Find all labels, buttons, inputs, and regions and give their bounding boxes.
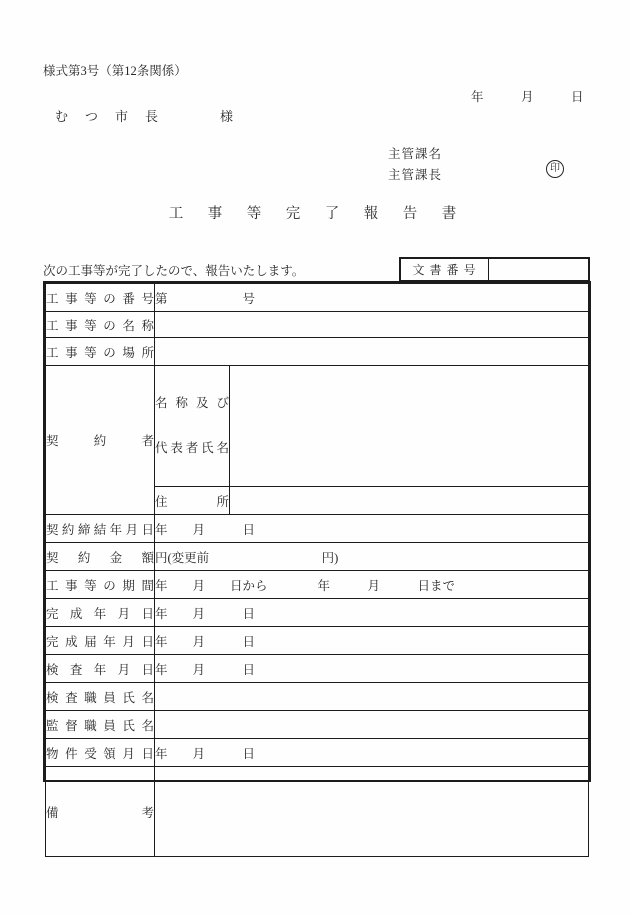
table-row — [46, 767, 589, 857]
table-row — [46, 338, 589, 366]
row-label-kansei: 完 成 年 月 日 — [46, 599, 155, 627]
cell-value-koji-kikan: 年 月 日から 年 月 日まで — [155, 571, 589, 599]
table-row — [46, 683, 589, 711]
cell-value-meisho-daihyosha — [230, 366, 589, 487]
cell-value-keiyaku-teiketsu: 年 月 日 — [155, 515, 589, 543]
doc-number-label: 文 書 番 号 — [401, 259, 489, 280]
row-label-biko: 備 考 — [46, 767, 155, 857]
intro-text: 次の工事等が完了したので、報告いたします。 — [43, 264, 305, 278]
doc-number-value — [489, 259, 588, 280]
row-label-keiyaku-kingaku: 契 約 金 額 — [46, 543, 155, 571]
row-label-koji-basho: 工 事 等 の 場 所 — [46, 338, 155, 366]
row-label-keiyakusha: 契 約 者 — [46, 366, 155, 515]
row-label-koji-kikan: 工 事 等 の 期 間 — [46, 571, 155, 599]
row-label-kensa-shokuin: 検 査 職 員 氏 名 — [46, 683, 155, 711]
cell-value-jusho — [230, 487, 589, 515]
table-row — [46, 739, 589, 767]
cell-value-kensa-shokuin — [155, 683, 589, 711]
cell-value-bukken-juryo: 年 月 日 — [155, 739, 589, 767]
cell-value-kantoku-shokuin — [155, 711, 589, 739]
cell-value-keiyaku-kingaku: 円(変更前 円) — [155, 543, 589, 571]
form-number: 様式第3号（第12条関係） — [43, 64, 187, 78]
cell-value-koji-basho — [155, 338, 589, 366]
seal-icon: 印 — [546, 160, 564, 178]
cell-value-koji-bango: 第 号 — [155, 284, 589, 312]
table-row — [46, 655, 589, 683]
row-label-kensa: 検 査 年 月 日 — [46, 655, 155, 683]
row-label-koji-bango: 工 事 等 の 番 号 — [46, 284, 155, 312]
addressee: む つ 市 長 様 — [55, 109, 236, 124]
row-label-keiyaku-teiketsu: 契約締結年月日 — [46, 515, 155, 543]
row-label-kantoku-shokuin: 監 督 職 員 氏 名 — [46, 711, 155, 739]
table-row — [46, 627, 589, 655]
table-row — [46, 711, 589, 739]
sub-label-line2: 代表者氏名 — [155, 441, 229, 455]
row-label-koji-meisho: 工 事 等 の 名 称 — [46, 312, 155, 338]
table-row — [46, 543, 589, 571]
table-row — [46, 366, 589, 487]
main-table — [43, 281, 591, 820]
table-row — [46, 571, 589, 599]
row-label-bukken-juryo: 物 件 受 領 月 日 — [46, 739, 155, 767]
table-row — [46, 312, 589, 338]
cell-value-biko — [155, 767, 589, 857]
cell-value-kensa: 年 月 日 — [155, 655, 589, 683]
cell-value-kansei: 年 月 日 — [155, 599, 589, 627]
sub-label-line1: 名 称 及 び — [155, 396, 229, 410]
page-title: 工 事 等 完 了 報 告 書 — [168, 206, 462, 222]
date-line: 年 月 日 — [471, 90, 584, 104]
table-row — [46, 284, 589, 312]
sub-label-jusho: 住 所 — [155, 487, 230, 515]
table-row — [46, 515, 589, 543]
table-row — [46, 599, 589, 627]
sub-label-meisho-daihyosha — [155, 366, 230, 487]
dept-chief-label: 主管課長 — [388, 168, 443, 182]
dept-name-label: 主管課名 — [388, 147, 443, 161]
doc-number-box — [399, 257, 590, 282]
row-label-kansei-todoke: 完 成 届 年 月 日 — [46, 627, 155, 655]
cell-value-kansei-todoke: 年 月 日 — [155, 627, 589, 655]
cell-value-koji-meisho — [155, 312, 589, 338]
